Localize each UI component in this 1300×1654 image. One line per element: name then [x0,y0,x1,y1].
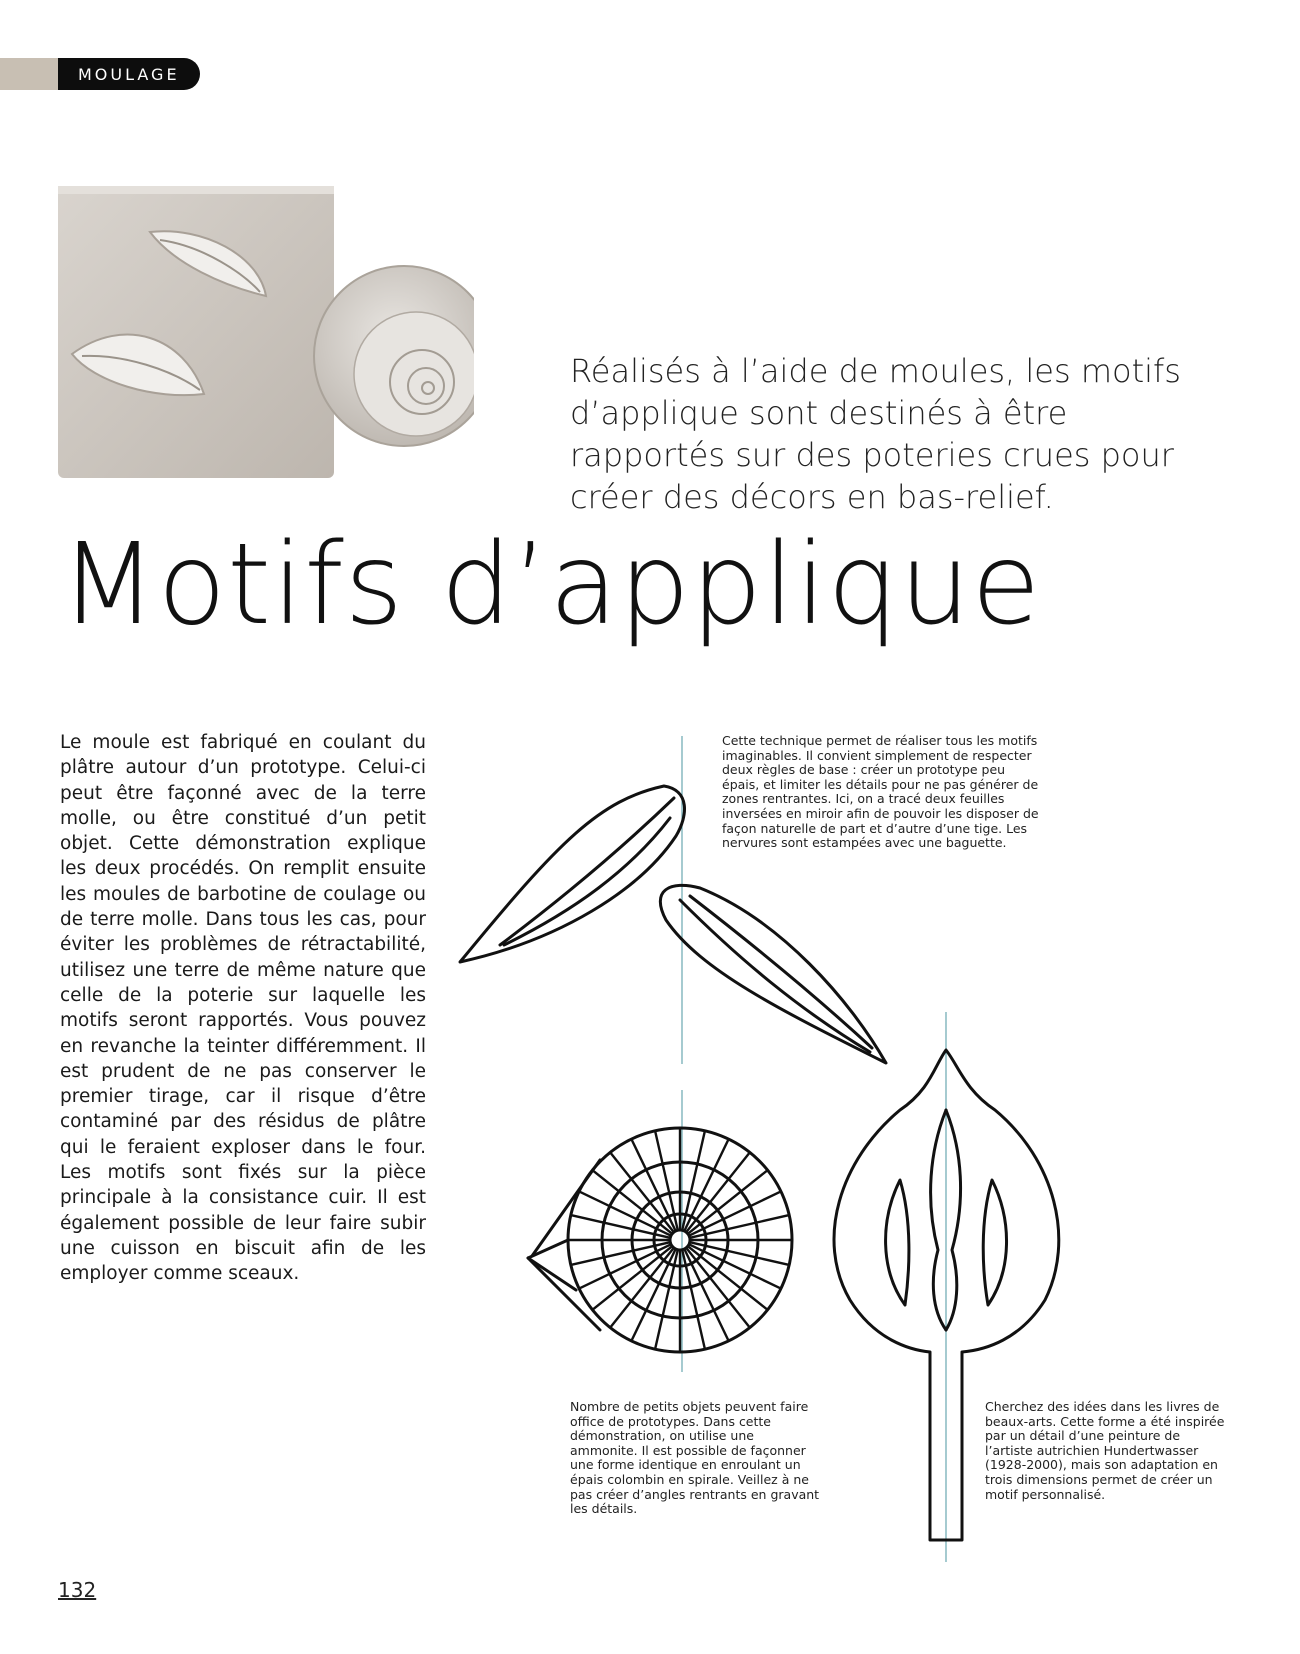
page-title: Motifs d’applique [60,520,1042,650]
ammonite-rib [655,1250,678,1349]
caption-leaves: Cette technique permet de réaliser tous les motifs imaginables. Il convient simplement de respecter deux règles de base : créer un prototype peu épais, et limiter les détails pour ne pas générer de zones rentrantes. Ici, on a tracé deux feuilles inversées en miroir afin de pouvoir les disposer de façon naturelle de part et d’autre d’une tige. Les nervures sont estampées avec une baguette. [722,733,1039,851]
leaf-upper-drawing [460,786,685,962]
ammonite-rib [682,1250,705,1349]
ammonite-rib [690,1215,789,1238]
intro-text: Réalisés à l’aide de moules, les motifs d’applique sont destinés à être rapportés sur des poteries crues pour créer des décors en bas-relief. [570,352,1181,516]
ammonite-rib [571,1242,670,1265]
body-text: Le moule est fabriqué en coulant du plâtre autour d’un prototype. Celui-ci peut être façonné avec de la terre molle, ou être constitué d’un petit objet. Cette démonstration explique les deux procédés. On remplit ensuite les moules de barbotine de coulage ou de terre molle. Dans tous les cas, pour éviter les problèmes de rétractabilité, utilisez une terre de même nature que celle de la poterie sur laquelle les motifs seront rapportés. Vous pouvez en revanche la teinter différemment. Il est prudent de ne pas conserver le premier tirage, car il risque d’être contaminé par des résidus de plâtre qui le feraient exploser dans le four. Les motifs sont fixés sur la pièce principale à la consistance cuir. Il est également possible de leur faire subir une cuisson en biscuit afin de les employer comme sceaux. [60,732,426,1285]
caption-flower: Cherchez des idées dans les livres de beaux-arts. Cette forme a été inspirée par un détail d’une peinture de l’artiste autrichien Hundertwasser (1928-2000), mais son adaptation en trois dimensions permet de créer un motif personnalisé. [985,1399,1225,1502]
leaf-lower-drawing [660,885,886,1063]
page-number: 132 [58,1578,97,1602]
section-tab: MOULAGE [58,58,200,90]
caption-ammonite: Nombre de petits objets peuvent faire office de prototypes. Dans cette démonstration, on utilise une ammonite. Il est possible de façonner une forme identique en enroulant un épais colombin en spirale. Veillez à ne pas créer d’angles rentrants en gravant les détails. [570,1399,820,1517]
ammonite-rib [655,1131,678,1230]
ammonite-rib [571,1215,670,1238]
ammonite-rib [682,1131,705,1230]
ammonite-rib [690,1242,789,1265]
